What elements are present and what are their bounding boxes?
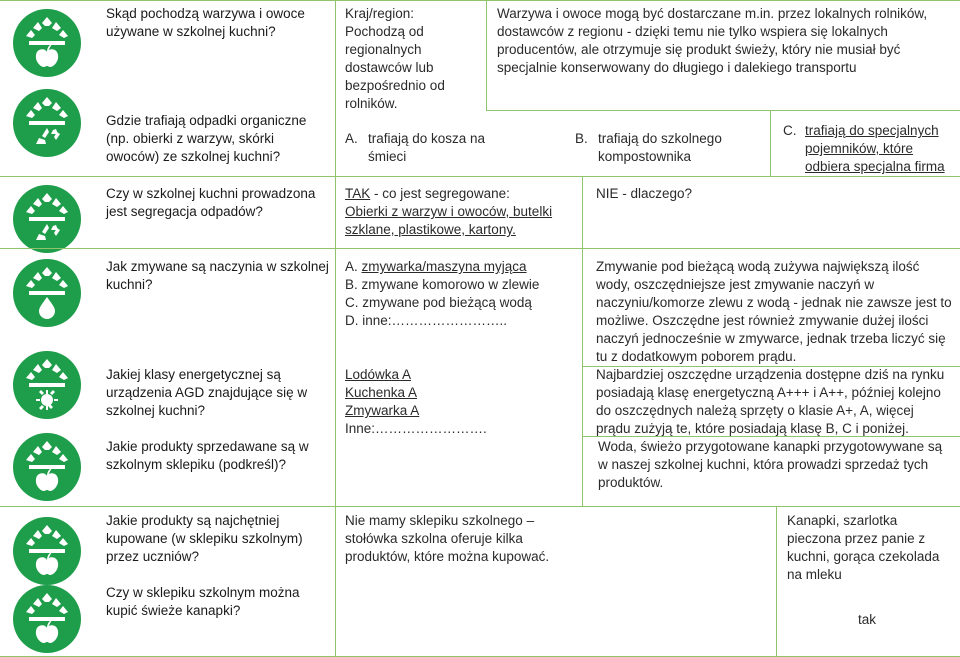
question-popular-products: Jakie produkty są najchętniej kupowane (w sklepiku szkolnym) przez uczniów? — [106, 513, 303, 564]
description-energy: Najbardziej oszczędne urządzenia dostępne dziś na rynku posiadają klasę energetyczną A+++ i A++, później kolejno do oszczędnych należą sprzęty o klasie A+, A, więcej prądu zużyją te, które posiadają klasę B, C i poniżej. — [596, 367, 945, 436]
answer-tak — [345, 185, 570, 239]
option-a-text: trafiają do kosza na śmieci — [368, 131, 486, 164]
question-fresh-sandwiches: Czy w sklepiku szkolnym można kupić świeże kanapki? — [106, 585, 300, 618]
option-c-marker: C. — [783, 123, 797, 138]
apple-icon — [12, 584, 82, 654]
appliance-list — [345, 366, 545, 438]
answer-popular-products: Kanapki, szarlotka pieczona przez panie z kuchni, gorąca czekolada na mleku — [787, 513, 940, 582]
question-store-products: Jakie produkty sprzedawane są w szkolnym sklepiku (podkreśl)? — [106, 439, 309, 472]
question-dishes: Jak zmywane są naczynia w szkolnej kuchni? — [106, 259, 329, 292]
answer-tak-label: TAK — [345, 186, 371, 201]
answer-no-store: Nie mamy sklepiku szkolnego – stołówka szkolna oferuje kilka produktów, które można kupować. — [345, 513, 550, 564]
question-origin: Skąd pochodzą warzywa i owoce używane w szkolnej kuchni? — [106, 6, 305, 39]
option-dish-c: C. zmywane pod bieżącą wodą — [345, 295, 532, 310]
appliance-fridge: Lodówka A — [345, 367, 412, 382]
question-segregation: Czy w szkolnej kuchni prowadzona jest segregacja odpadów? — [106, 186, 316, 219]
sun-icon — [12, 350, 82, 420]
option-c-text: trafiają do specjalnych pojemników, które odbiera specjalna firma — [805, 123, 945, 174]
water-drop-icon — [12, 258, 82, 328]
answer-region: Kraj/region: Pochodzą od regionalnych dostawców lub bezpośrednio od rolników. — [345, 6, 445, 111]
dishwashing-options — [345, 258, 575, 330]
appliance-other: Inne:……………………. — [345, 421, 487, 436]
option-b-marker: B. — [575, 131, 588, 146]
apple-icon — [12, 516, 82, 586]
description-products: Woda, świeżo przygotowane kanapki przygotowywane są w naszej szkolnej kuchni, która prowadzi sprzedaż tych produktów. — [598, 439, 943, 490]
option-b-compost — [575, 130, 755, 164]
appliance-stove: Kuchenka A — [345, 385, 418, 400]
option-b-text: trafiają do szkolnego kompostownika — [598, 131, 722, 164]
appliance-dishwasher: Zmywarka A — [345, 403, 420, 418]
option-dish-b: B. zmywane komorowo w zlewie — [345, 277, 540, 292]
apple-icon — [12, 432, 82, 502]
question-energy-class: Jakiej klasy energetycznej są urządzenia AGD znajdujące się w szkolnej kuchni? — [106, 367, 308, 418]
recycle-icon — [12, 184, 82, 254]
apple-icon — [12, 8, 82, 78]
option-dish-a: A. zmywarka/maszyna myjąca — [345, 259, 527, 274]
option-dish-d: D. inne:…………………….. — [345, 313, 508, 328]
recycle-icon — [12, 88, 82, 158]
answer-tak-rest: - co jest segregowane: — [370, 186, 510, 201]
option-c-containers — [783, 122, 958, 174]
answer-nie: NIE - dlaczego? — [596, 186, 693, 201]
answer-fresh-sandwiches: tak — [858, 612, 877, 627]
description-dishwashing: Zmywanie pod bieżącą wodą zużywa największą ilość wody, oszczędniejsze jest zmywanie naczyń w naczyniu/komorze zlewu z wodą - jednak nie zawsze jest to możliwe. Oszczędne jest również zmywanie dużej ilości naczyń jednocześnie w zmywarce, jednak trzeba liczyć się tu z dodatkowym poborem prądu. — [596, 259, 952, 364]
option-a-bin — [345, 130, 535, 164]
option-a-marker: A. — [345, 131, 358, 146]
answer-tak-list: Obierki z warzyw i owoców, butelki szklane, plastikowe, kartony. — [345, 204, 553, 237]
description-local-produce: Warzywa i owoce mogą być dostarczane m.in. przez lokalnych rolników, dostawców z regionu - dzięki temu nie tylko wspiera się lokalnych producentów, ale otrzymuje się produkt świeży, który nie musiał być specjalnie konserwowany do długiego i dalekiego transportu — [497, 6, 928, 75]
question-waste: Gdzie trafiają odpadki organiczne (np. obierki z warzyw, skórki owoców) ze szkolnej kuchni? — [106, 113, 307, 164]
